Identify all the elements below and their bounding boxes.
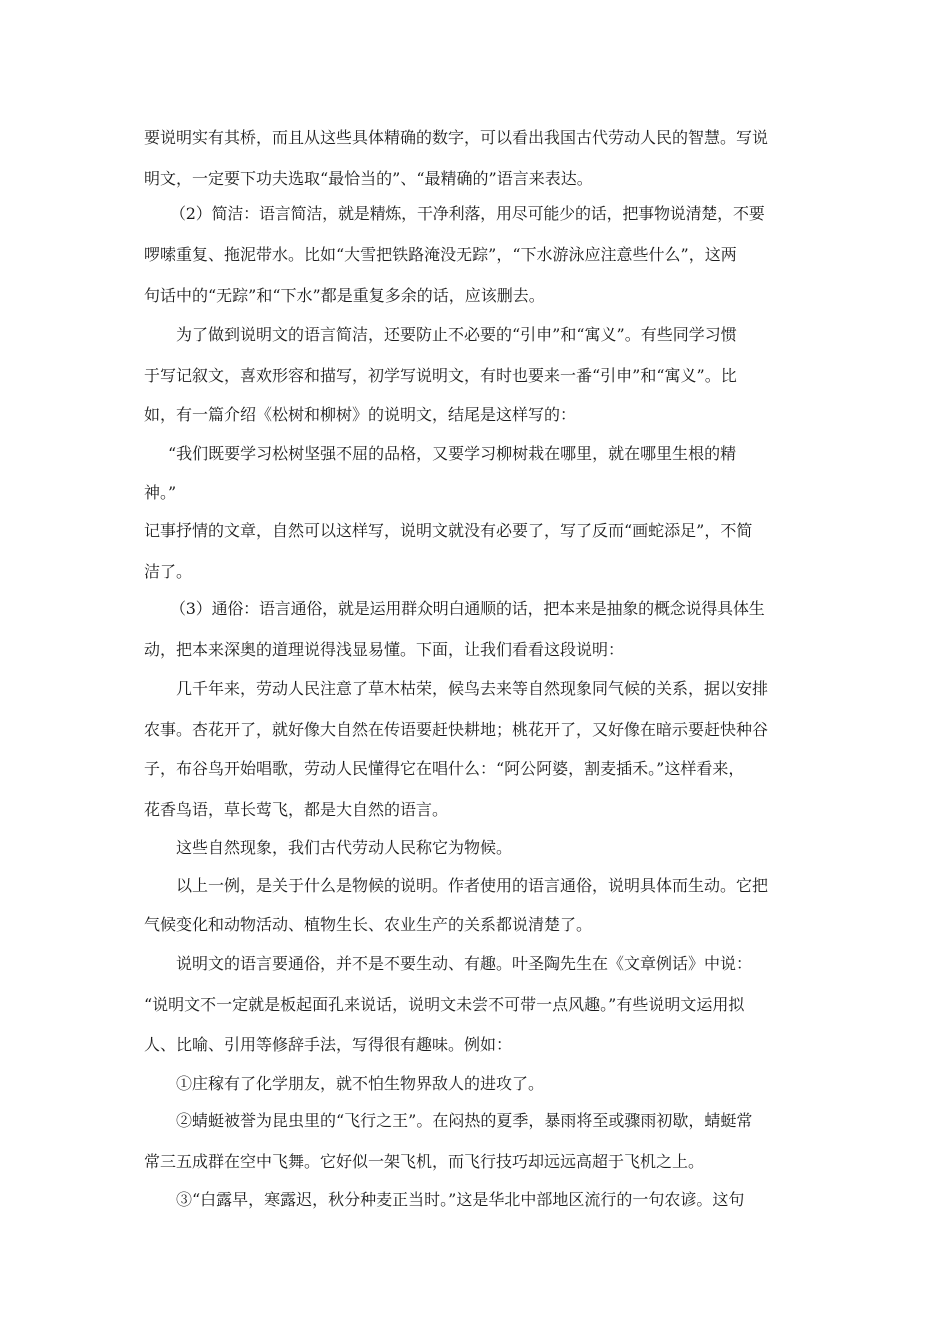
text-line: 常三五成群在空中飞舞。它好似一架飞机，而飞行技巧却远远高超于飞机之上。 — [144, 1152, 705, 1171]
text-line: 人、比喻、引用等修辞手法，写得很有趣味。例如： — [144, 1035, 513, 1054]
text-line: （3）通俗：语言通俗，就是运用群众明白通顺的话，把本来是抽象的概念说得具体生 — [170, 599, 765, 618]
text-line: 说明文的语言要通俗，并不是不要生动、有趣。叶圣陶先生在《文章例话》中说： — [176, 954, 753, 973]
text-line: 啰嗦重复、拖泥带水。比如“大雪把铁路淹没无踪”，“下水游泳应注意些什么”，这两 — [144, 245, 737, 264]
text-line: “我们既要学习松树坚强不屈的品格，又要学习柳树栽在哪里，就在哪里生根的精 — [168, 444, 737, 463]
text-line: 要说明实有其桥，而且从这些具体精确的数字，可以看出我国古代劳动人民的智慧。写说 — [144, 128, 769, 147]
text-line: 几千年来，劳动人民注意了草木枯荣，候鸟去来等自然现象同气候的关系，据以安排 — [176, 679, 769, 698]
text-line: 为了做到说明文的语言简洁，还要防止不必要的“引申”和“寓义”。有些同学习惯 — [176, 325, 737, 344]
text-line: ②蜻蜓被誉为昆虫里的“飞行之王”。在闷热的夏季，暴雨将至或骤雨初歇，蜻蜓常 — [176, 1111, 753, 1130]
text-line: 农事。杏花开了，就好像大自然在传语要赶快耕地；桃花开了，又好像在暗示要赶快种谷 — [144, 720, 769, 739]
text-line: 气候变化和动物活动、植物生长、农业生产的关系都说清楚了。 — [144, 915, 593, 934]
text-line: 以上一例，是关于什么是物候的说明。作者使用的语言通俗，说明具体而生动。它把 — [176, 876, 769, 895]
text-line: 子，布谷鸟开始唱歌，劳动人民懂得它在唱什么：“阿公阿婆，割麦插禾。”这样看来， — [144, 759, 745, 778]
text-line: ③“白露早，寒露迟，秋分种麦正当时。”这是华北中部地区流行的一句农谚。这句 — [176, 1190, 745, 1209]
text-line: 句话中的“无踪”和“下水”都是重复多余的话，应该删去。 — [144, 286, 545, 305]
text-line: 洁了。 — [144, 562, 193, 581]
text-line: ①庄稼有了化学朋友，就不怕生物界敌人的进攻了。 — [176, 1074, 545, 1093]
text-line: 动，把本来深奥的道理说得浅显易懂。下面，让我们看看这段说明： — [144, 640, 625, 659]
text-line: 如，有一篇介绍《松树和柳树》的说明文，结尾是这样写的： — [144, 405, 577, 424]
text-line: “说明文不一定就是板起面孔来说话，说明文未尝不可带一点风趣。”有些说明文运用拟 — [144, 995, 745, 1014]
text-line: 这些自然现象，我们古代劳动人民称它为物候。 — [176, 838, 513, 857]
text-line: 记事抒情的文章，自然可以这样写，说明文就没有必要了，写了反而“画蛇添足”，不简 — [144, 521, 753, 540]
text-line: 于写记叙文，喜欢形容和描写，初学写说明文，有时也要来一番“引申”和“寓义”。比 — [144, 366, 737, 385]
text-line: （2）简洁：语言简洁，就是精炼，干净利落，用尽可能少的话，把事物说清楚，不要 — [170, 204, 765, 223]
text-line: 明文，一定要下功夫选取“最恰当的”、“最精确的”语言来表达。 — [144, 169, 593, 188]
text-line: 花香鸟语，草长莺飞，都是大自然的语言。 — [144, 800, 449, 819]
text-line: 神。” — [144, 483, 177, 502]
